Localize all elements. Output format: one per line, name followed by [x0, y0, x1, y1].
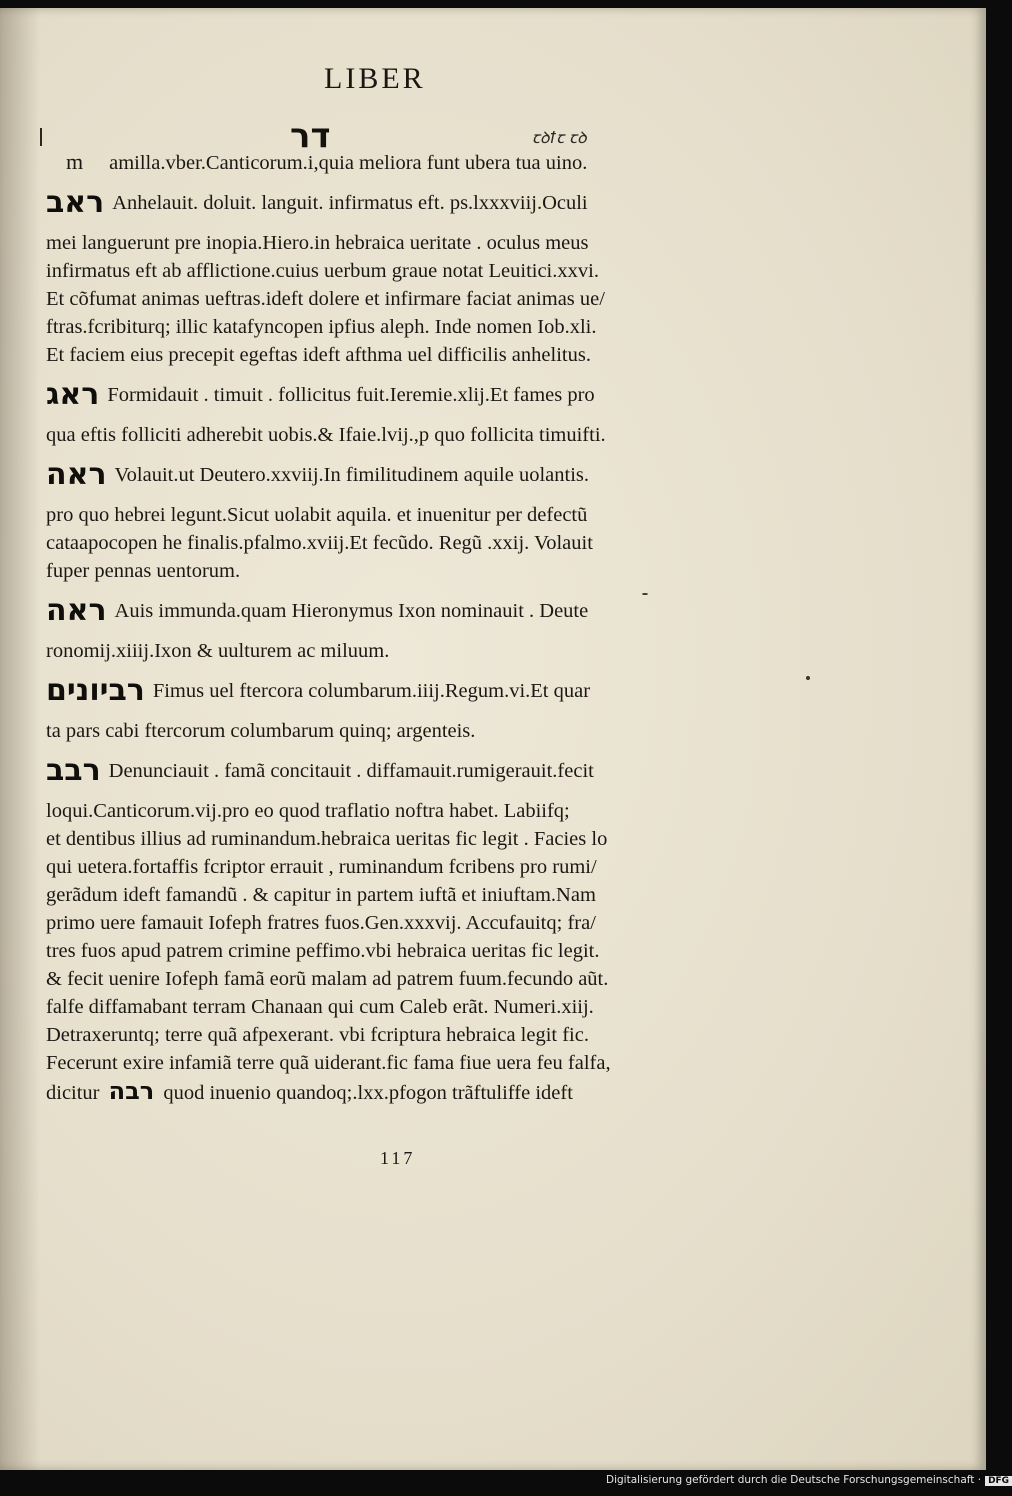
dictionary-entry	[46, 369, 716, 449]
text-line: primo uere famauit Iofeph fratres fuos.Gen.xxxvij. Accufauitq; fra/	[46, 912, 596, 934]
text-line: pro quo hebrei legunt.Sicut uolabit aquila. et inuenitur per defectũ	[46, 504, 588, 526]
entry-first-line	[46, 177, 716, 229]
hebrew-headword: ראה	[46, 593, 107, 628]
text-line: Fecerunt exire infamiã terre quã uiderant.fic fama fiue uera feu falfa,	[46, 1052, 611, 1074]
dictionary-text	[46, 148, 716, 1107]
entry-first-line	[46, 665, 716, 717]
text-line: gerãdum ideft famandũ . & capitur in partem iuftã et iniuftam.Nam	[46, 884, 596, 906]
digitization-footer	[606, 1474, 1012, 1486]
entry-first-line	[46, 745, 716, 797]
entry-first-line	[46, 369, 716, 421]
line-text: Auis immunda.quam Hieronymus Ixon nominauit . Deute	[114, 600, 589, 622]
line-text: Denunciauit . famã concitauit . diffamauit.rumigerauit.fecit	[108, 760, 594, 782]
text-line: Detraxeruntq; terre quã afpexerant. vbi fcriptura hebraica legit fic.	[46, 1024, 589, 1046]
text-line: infirmatus eft ab afflictione.cuius uerbum graue notat Leuitici.xxvi.	[46, 260, 599, 282]
line-text: Anhelauit. doluit. languit. infirmatus eft. ps.lxxxviij.Oculi	[112, 192, 588, 214]
text-line: Et faciem eius precepit egeftas ideft afthma uel difficilis anhelitus.	[46, 344, 591, 366]
hebrew-headword: ראב	[46, 185, 105, 220]
text-line: fuper pennas uentorum.	[46, 560, 241, 582]
text-line: falfe diffamabant terram Chanaan qui cum Caleb erãt. Numeri.xiij.	[46, 996, 594, 1018]
text-line: cataapocopen he finalis.pfalmo.xviij.Et fecũdo. Regũ .xxij. Volauit	[46, 532, 593, 554]
text-line: ftras.fcribiturq; illic katafyncopen ipfius aleph. Inde nomen Iob.xli.	[46, 316, 597, 338]
book-page	[0, 8, 986, 1470]
folio-number: 117	[380, 1148, 416, 1168]
line-text: Volauit.ut Deutero.xxviij.In fimilitudinem aquile uolantis.	[114, 464, 589, 486]
dictionary-entry	[46, 745, 716, 1107]
line-text: amilla.vber.Canticorum.i,quia meliora funt ubera tua uino.	[109, 152, 588, 174]
text-line: mei languerunt pre inopia.Hiero.in hebraica ueritate . oculus meus	[46, 232, 589, 254]
hebrew-headword: רביונים	[46, 673, 145, 708]
line-text: Formidauit . timuit . follicitus fuit.Ieremie.xlij.Et fames pro	[107, 384, 595, 406]
entry-first-line	[46, 585, 716, 637]
paper-speck	[642, 593, 648, 595]
text-line: & fecit uenire Iofeph famã eorũ malam ad patrem fuum.fecundo aũt.	[46, 968, 609, 990]
text-line: ta pars cabi ftercorum columbarum quinq; argenteis.	[46, 720, 476, 742]
line-text: Fimus uel ftercora columbarum.iiij.Regum.vi.Et quar	[152, 680, 591, 702]
paper-speck	[806, 676, 810, 680]
margin-tick-mark	[40, 128, 42, 146]
dfg-logo: DFG	[985, 1476, 1012, 1486]
text-line: et dentibus illius ad ruminandum.hebraica ueritas fic legit . Facies lo	[46, 828, 608, 850]
text-line	[46, 1077, 716, 1107]
dictionary-entry	[46, 585, 716, 665]
footer-text: Digitalisierung gefördert durch die Deutsche Forschungsgemeinschaft ·	[606, 1474, 982, 1486]
dictionary-entry	[46, 665, 716, 745]
hebrew-headword: ראג	[46, 377, 100, 412]
text-line: loqui.Canticorum.vij.pro eo quod traflatio noftra habet. Labiifq;	[46, 800, 570, 822]
hebrew-letter-heading: דר	[290, 116, 331, 156]
hebrew-headword: ראה	[46, 457, 107, 492]
initial-letter: m	[66, 149, 84, 174]
page-gutter-shadow	[0, 8, 40, 1470]
entry-first-line	[46, 449, 716, 501]
dictionary-entry	[46, 449, 716, 585]
line-text: dicitur	[46, 1082, 100, 1104]
text-line	[46, 148, 716, 177]
hebrew-inline-word: רבה	[108, 1077, 155, 1105]
handwritten-margin-note: ꞇꝺꝉꞇ ꞇꝺ	[532, 128, 587, 147]
text-line: ronomij.xiiij.Ixon & uulturem ac miluum.	[46, 640, 390, 662]
entry-intro	[46, 148, 716, 177]
line-text: quod inuenio quandoq;.lxx.pfogon trãftuliffe ideft	[163, 1082, 573, 1104]
hebrew-headword: רבב	[46, 753, 101, 788]
text-line: tres fuos apud patrem crimine peffimo.vbi hebraica ueritas fic legit.	[46, 940, 600, 962]
text-line: Et cõfumat animas ueftras.ideft dolere et infirmare faciat animas ue/	[46, 288, 605, 310]
running-head: LIBER	[324, 62, 426, 95]
dictionary-entry	[46, 177, 716, 369]
text-line: qua eftis folliciti adherebit uobis.& Ifaie.lvij.,p quo follicita timuifti.	[46, 424, 606, 446]
text-line: qui uetera.fortaffis fcriptor errauit , ruminandum fcribens pro rumi/	[46, 856, 597, 878]
